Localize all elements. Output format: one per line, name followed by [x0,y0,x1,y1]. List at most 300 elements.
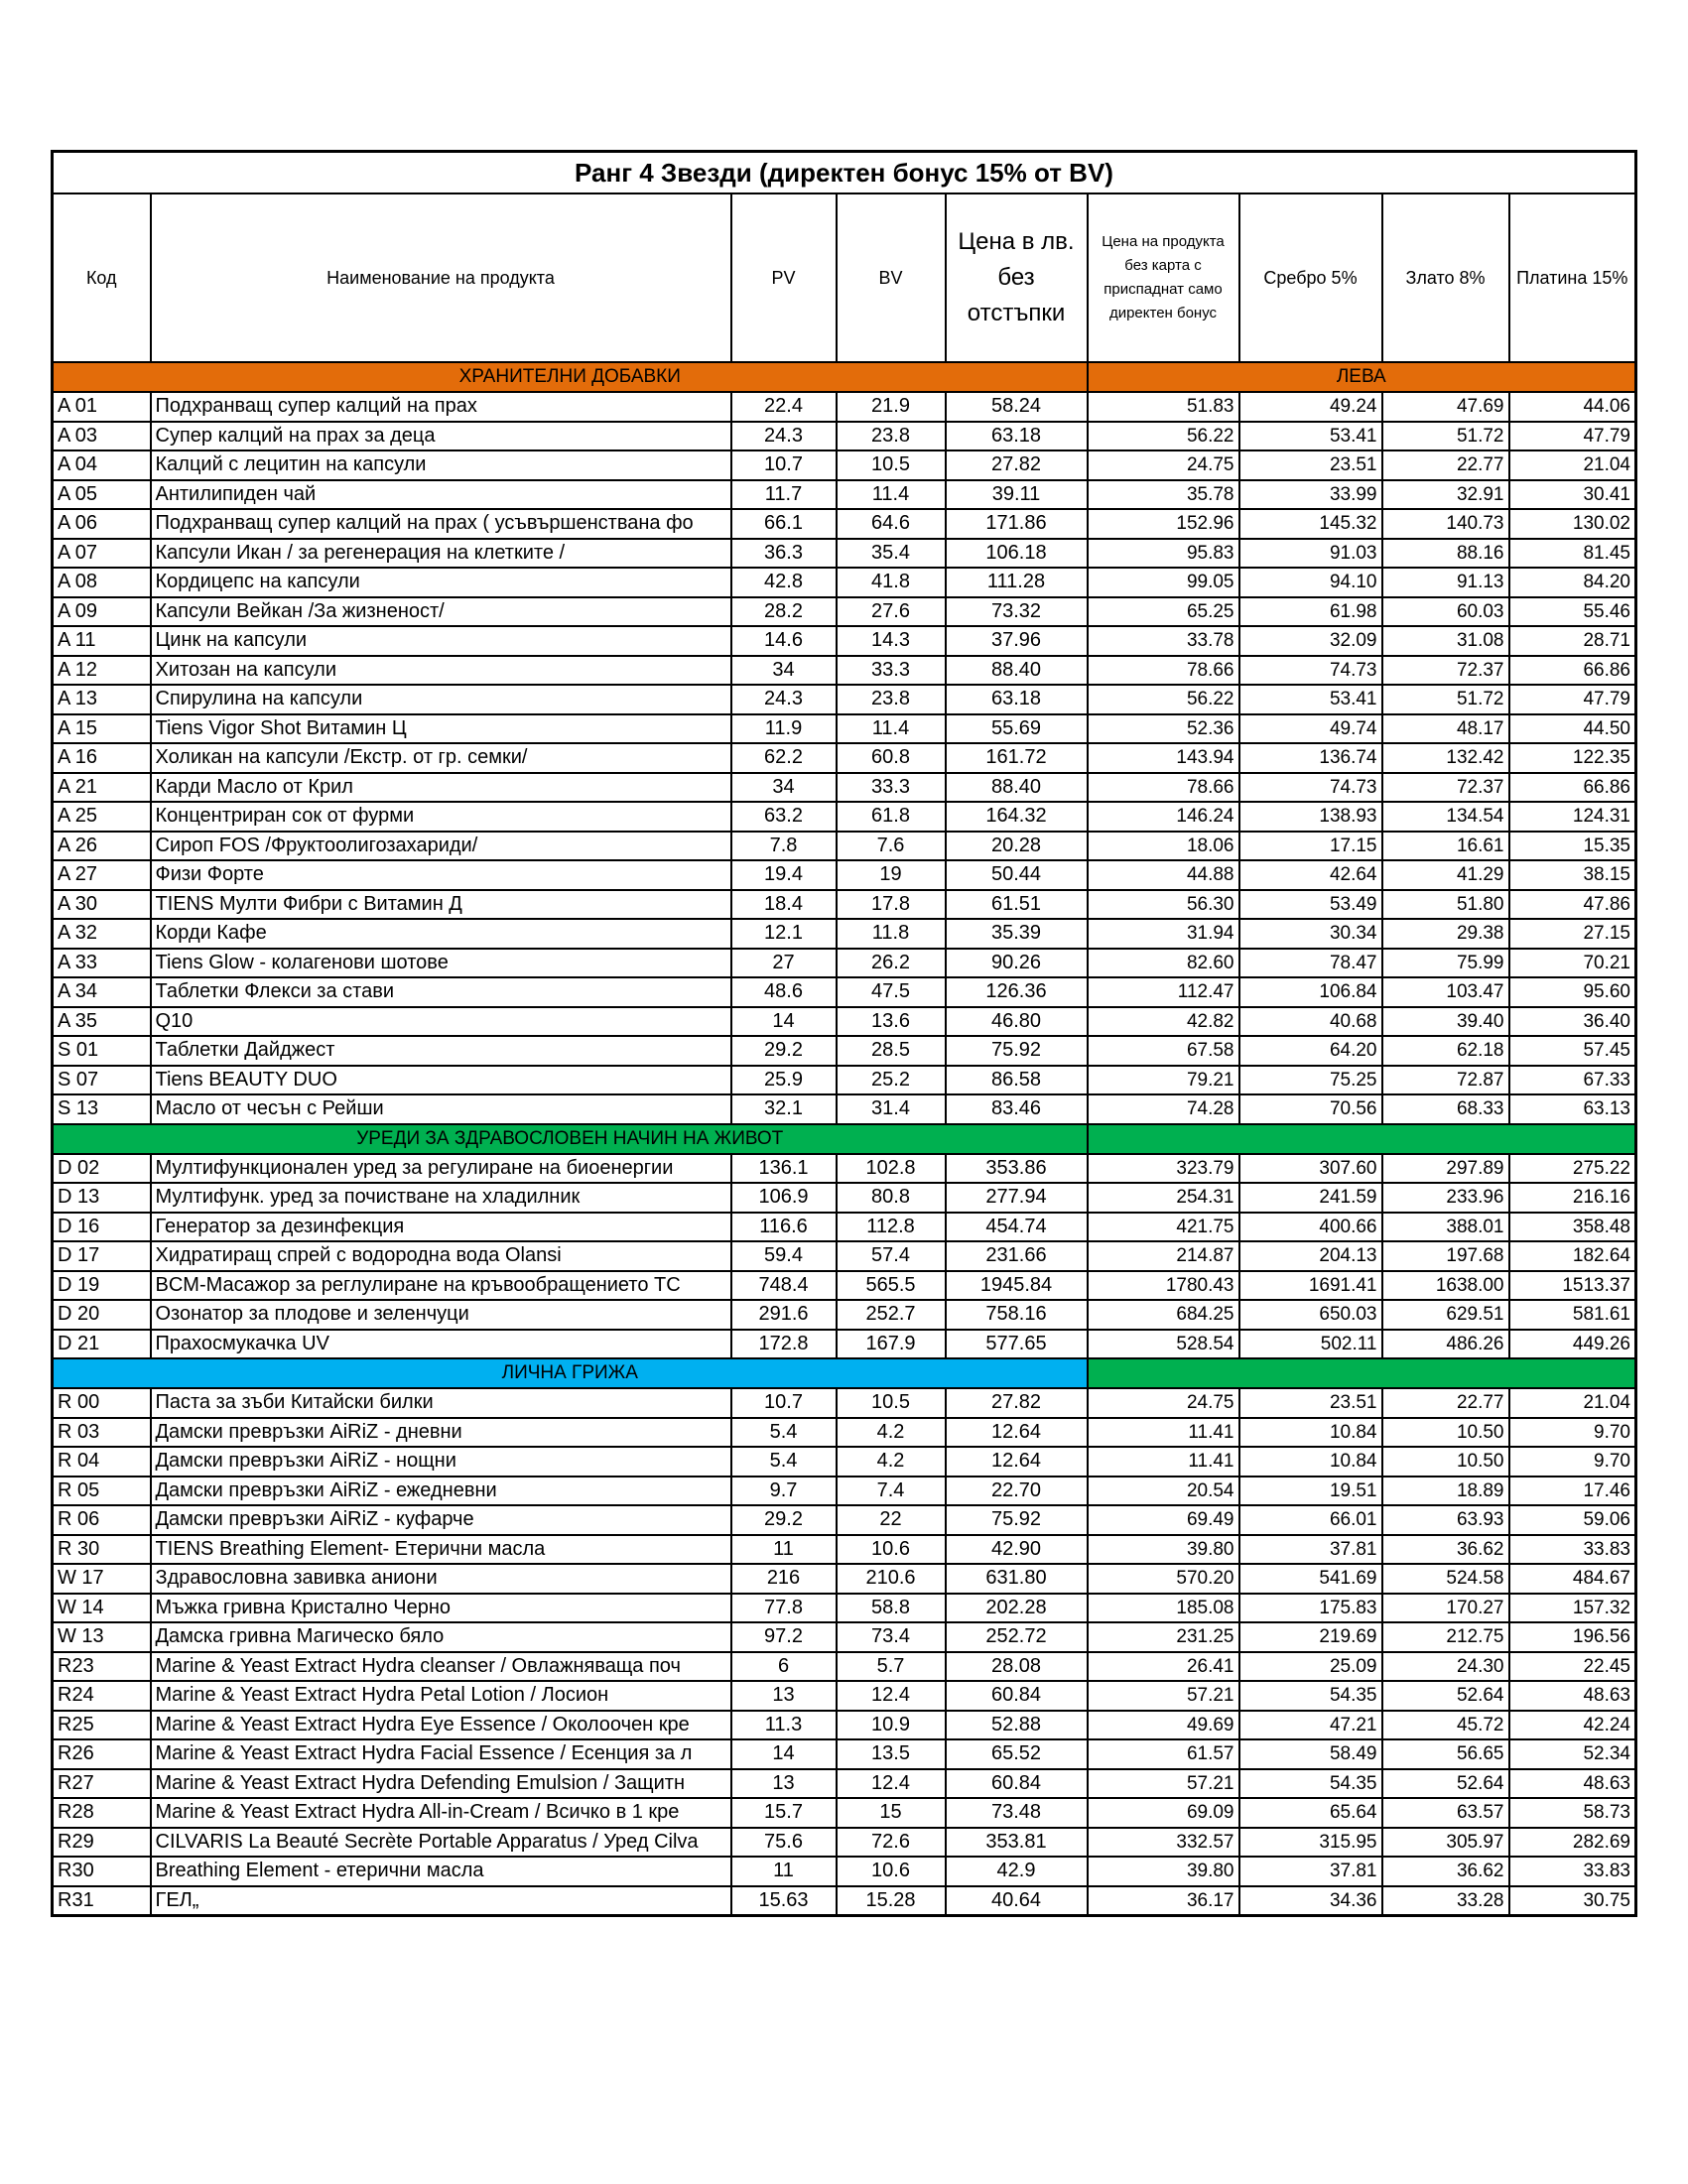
cell-platinum: 95.60 [1509,977,1636,1007]
cell-pv: 12.1 [731,919,837,949]
table-row [53,1798,1636,1828]
cell-gold: 52.64 [1382,1769,1509,1799]
cell-name: Капсули Вейкан /За жизненост/ [151,597,731,627]
cell-silver: 47.21 [1239,1711,1382,1740]
cell-gold: 31.08 [1382,626,1509,656]
cell-code: A 03 [53,422,151,451]
cell-gold: 63.93 [1382,1505,1509,1535]
cell-code: A 06 [53,509,151,539]
cell-pv: 11.9 [731,714,837,744]
cell-silver: 34.36 [1239,1886,1382,1916]
cell-direct: 44.88 [1088,860,1239,890]
cell-price: 202.28 [946,1594,1088,1623]
cell-silver: 175.83 [1239,1594,1382,1623]
cell-silver: 53.41 [1239,685,1382,714]
cell-bv: 26.2 [837,949,946,978]
cell-price: 40.64 [946,1886,1088,1916]
cell-pv: 27 [731,949,837,978]
cell-platinum: 36.40 [1509,1007,1636,1037]
cell-gold: 32.91 [1382,480,1509,510]
cell-direct: 1780.43 [1088,1271,1239,1301]
cell-bv: 13.6 [837,1007,946,1037]
cell-platinum: 38.15 [1509,860,1636,890]
cell-direct: 24.75 [1088,1388,1239,1418]
cell-platinum: 47.86 [1509,890,1636,920]
table-row [53,949,1636,978]
cell-platinum: 30.75 [1509,1886,1636,1916]
cell-name: Marine & Yeast Extract Hydra Defending Emulsion / Защитн [151,1769,731,1799]
cell-pv: 34 [731,773,837,803]
cell-pv: 13 [731,1769,837,1799]
cell-direct: 11.41 [1088,1418,1239,1448]
cell-code: A 01 [53,392,151,422]
cell-price: 61.51 [946,890,1088,920]
cell-direct: 61.57 [1088,1739,1239,1769]
cell-code: R28 [53,1798,151,1828]
cell-gold: 51.72 [1382,685,1509,714]
cell-platinum: 1513.37 [1509,1271,1636,1301]
cell-silver: 53.49 [1239,890,1382,920]
cell-price: 65.52 [946,1739,1088,1769]
cell-pv: 59.4 [731,1241,837,1271]
cell-silver: 61.98 [1239,597,1382,627]
cell-bv: 7.4 [837,1477,946,1506]
cell-silver: 65.64 [1239,1798,1382,1828]
cell-silver: 49.24 [1239,392,1382,422]
cell-name: Breathing Element - етерични масла [151,1857,731,1886]
cell-code: D 20 [53,1300,151,1330]
table-row [53,1154,1636,1184]
cell-gold: 10.50 [1382,1447,1509,1477]
cell-silver: 219.69 [1239,1622,1382,1652]
table-row [53,743,1636,773]
cell-name: Подхранващ супер калций на прах [151,392,731,422]
cell-price: 27.82 [946,450,1088,480]
cell-bv: 10.9 [837,1711,946,1740]
cell-pv: 14.6 [731,626,837,656]
section-header-row [53,1124,1636,1154]
cell-name: Цинк на капсули [151,626,731,656]
cell-name: Концентриран сок от фурми [151,802,731,832]
cell-code: A 15 [53,714,151,744]
cell-gold: 134.54 [1382,802,1509,832]
cell-code: A 07 [53,539,151,569]
cell-silver: 19.51 [1239,1477,1382,1506]
cell-price: 46.80 [946,1007,1088,1037]
cell-name: Кордицепс на капсули [151,568,731,597]
cell-name: Масло от чесън с Рейши [151,1094,731,1124]
cell-gold: 60.03 [1382,597,1509,627]
cell-silver: 37.81 [1239,1857,1382,1886]
table-row [53,480,1636,510]
cell-direct: 52.36 [1088,714,1239,744]
table-row [53,1769,1636,1799]
cell-silver: 30.34 [1239,919,1382,949]
cell-price: 631.80 [946,1564,1088,1594]
cell-bv: 11.8 [837,919,946,949]
table-row [53,597,1636,627]
cell-code: R27 [53,1769,151,1799]
cell-platinum: 58.73 [1509,1798,1636,1828]
cell-price: 86.58 [946,1066,1088,1095]
cell-price: 83.46 [946,1094,1088,1124]
cell-direct: 79.21 [1088,1066,1239,1095]
cell-pv: 24.3 [731,685,837,714]
cell-code: W 13 [53,1622,151,1652]
cell-bv: 210.6 [837,1564,946,1594]
cell-bv: 27.6 [837,597,946,627]
header-bv: BV [837,193,946,362]
cell-price: 75.92 [946,1505,1088,1535]
cell-gold: 36.62 [1382,1535,1509,1565]
cell-silver: 307.60 [1239,1154,1382,1184]
cell-code: A 08 [53,568,151,597]
cell-price: 252.72 [946,1622,1088,1652]
cell-pv: 32.1 [731,1094,837,1124]
cell-silver: 74.73 [1239,656,1382,686]
cell-pv: 5.4 [731,1418,837,1448]
cell-gold: 197.68 [1382,1241,1509,1271]
cell-code: R25 [53,1711,151,1740]
title-row [53,152,1636,194]
cell-platinum: 21.04 [1509,1388,1636,1418]
cell-platinum: 27.15 [1509,919,1636,949]
cell-silver: 204.13 [1239,1241,1382,1271]
cell-price: 35.39 [946,919,1088,949]
table-row [53,1564,1636,1594]
cell-code: R29 [53,1828,151,1858]
cell-code: R23 [53,1652,151,1682]
cell-bv: 10.6 [837,1535,946,1565]
table-row [53,977,1636,1007]
cell-pv: 62.2 [731,743,837,773]
cell-code: A 30 [53,890,151,920]
cell-name: Корди Кафе [151,919,731,949]
cell-code: A 13 [53,685,151,714]
cell-silver: 10.84 [1239,1418,1382,1448]
cell-direct: 95.83 [1088,539,1239,569]
cell-name: Генератор за дезинфекция [151,1213,731,1242]
cell-pv: 75.6 [731,1828,837,1858]
table-row [53,422,1636,451]
cell-gold: 22.77 [1382,1388,1509,1418]
cell-name: Marine & Yeast Extract Hydra Facial Essence / Есенция за л [151,1739,731,1769]
cell-direct: 231.25 [1088,1622,1239,1652]
cell-bv: 41.8 [837,568,946,597]
table-row [53,1213,1636,1242]
cell-price: 20.28 [946,832,1088,861]
cell-platinum: 44.06 [1509,392,1636,422]
header-pv: PV [731,193,837,362]
cell-silver: 33.99 [1239,480,1382,510]
cell-gold: 72.37 [1382,773,1509,803]
cell-bv: 57.4 [837,1241,946,1271]
cell-name: Дамски превръзки AiRiZ - куфарче [151,1505,731,1535]
table-row [53,1681,1636,1711]
cell-silver: 54.35 [1239,1769,1382,1799]
table-row [53,1271,1636,1301]
cell-pv: 18.4 [731,890,837,920]
cell-pv: 48.6 [731,977,837,1007]
cell-code: A 09 [53,597,151,627]
cell-direct: 39.80 [1088,1857,1239,1886]
cell-price: 75.92 [946,1036,1088,1066]
cell-pv: 15.63 [731,1886,837,1916]
cell-platinum: 42.24 [1509,1711,1636,1740]
cell-name: TIENS Breathing Element- Етерични масла [151,1535,731,1565]
cell-direct: 26.41 [1088,1652,1239,1682]
table-row [53,1622,1636,1652]
table-row [53,1535,1636,1565]
cell-direct: 528.54 [1088,1330,1239,1359]
cell-bv: 47.5 [837,977,946,1007]
cell-pv: 63.2 [731,802,837,832]
cell-pv: 28.2 [731,597,837,627]
table-row [53,802,1636,832]
cell-code: R31 [53,1886,151,1916]
cell-name: CILVARIS La Beauté Secrète Portable Apparatus / Уред Cilva [151,1828,731,1858]
cell-pv: 11.3 [731,1711,837,1740]
cell-direct: 78.66 [1088,656,1239,686]
cell-price: 60.84 [946,1681,1088,1711]
cell-code: D 16 [53,1213,151,1242]
table-row [53,773,1636,803]
cell-code: S 13 [53,1094,151,1124]
cell-gold: 36.62 [1382,1857,1509,1886]
cell-silver: 94.10 [1239,568,1382,597]
table-row [53,656,1636,686]
cell-pv: 6 [731,1652,837,1682]
cell-bv: 5.7 [837,1652,946,1682]
cell-name: Супер калций на прах за деца [151,422,731,451]
cell-code: R24 [53,1681,151,1711]
cell-price: 1945.84 [946,1271,1088,1301]
cell-name: Паста за зъби Китайски билки [151,1388,731,1418]
cell-pv: 10.7 [731,1388,837,1418]
cell-name: Здравословна завивка аниони [151,1564,731,1594]
cell-gold: 72.37 [1382,656,1509,686]
cell-silver: 64.20 [1239,1036,1382,1066]
cell-bv: 80.8 [837,1183,946,1213]
cell-silver: 78.47 [1239,949,1382,978]
cell-price: 171.86 [946,509,1088,539]
cell-pv: 106.9 [731,1183,837,1213]
cell-gold: 51.80 [1382,890,1509,920]
cell-bv: 73.4 [837,1622,946,1652]
cell-code: A 26 [53,832,151,861]
cell-gold: 10.50 [1382,1418,1509,1448]
cell-price: 164.32 [946,802,1088,832]
cell-price: 37.96 [946,626,1088,656]
cell-gold: 56.65 [1382,1739,1509,1769]
cell-pv: 22.4 [731,392,837,422]
table-row [53,626,1636,656]
cell-bv: 17.8 [837,890,946,920]
cell-bv: 28.5 [837,1036,946,1066]
cell-gold: 51.72 [1382,422,1509,451]
table-row [53,1300,1636,1330]
cell-platinum: 484.67 [1509,1564,1636,1594]
cell-direct: 56.30 [1088,890,1239,920]
cell-name: Marine & Yeast Extract Hydra Eye Essence / Околоочен кре [151,1711,731,1740]
table-row [53,1094,1636,1124]
cell-silver: 70.56 [1239,1094,1382,1124]
cell-gold: 75.99 [1382,949,1509,978]
cell-direct: 49.69 [1088,1711,1239,1740]
cell-gold: 33.28 [1382,1886,1509,1916]
cell-pv: 97.2 [731,1622,837,1652]
cell-bv: 14.3 [837,626,946,656]
table-row [53,1828,1636,1858]
cell-platinum: 81.45 [1509,539,1636,569]
table-row [53,685,1636,714]
cell-bv: 23.8 [837,685,946,714]
cell-gold: 45.72 [1382,1711,1509,1740]
cell-code: S 01 [53,1036,151,1066]
cell-gold: 233.96 [1382,1183,1509,1213]
cell-direct: 57.21 [1088,1769,1239,1799]
cell-gold: 52.64 [1382,1681,1509,1711]
cell-direct: 65.25 [1088,597,1239,627]
cell-platinum: 48.63 [1509,1681,1636,1711]
cell-pv: 5.4 [731,1447,837,1477]
cell-price: 27.82 [946,1388,1088,1418]
cell-gold: 170.27 [1382,1594,1509,1623]
cell-bv: 167.9 [837,1330,946,1359]
cell-bv: 35.4 [837,539,946,569]
table-row [53,1066,1636,1095]
cell-direct: 33.78 [1088,626,1239,656]
cell-silver: 10.84 [1239,1447,1382,1477]
cell-code: A 12 [53,656,151,686]
cell-silver: 91.03 [1239,539,1382,569]
cell-gold: 486.26 [1382,1330,1509,1359]
cell-bv: 565.5 [837,1271,946,1301]
cell-direct: 146.24 [1088,802,1239,832]
cell-pv: 9.7 [731,1477,837,1506]
cell-name: Дамска гривна Магическо бяло [151,1622,731,1652]
cell-silver: 400.66 [1239,1213,1382,1242]
cell-pv: 10.7 [731,450,837,480]
cell-price: 42.90 [946,1535,1088,1565]
header-row [53,193,1636,362]
cell-platinum: 9.70 [1509,1418,1636,1448]
header-price: Цена в лв. без отстъпки [946,193,1088,362]
table-row [53,1007,1636,1037]
cell-bv: 61.8 [837,802,946,832]
cell-pv: 66.1 [731,509,837,539]
cell-gold: 388.01 [1382,1213,1509,1242]
cell-name: Холикан на капсули /Екстр. от гр. семки/ [151,743,731,773]
cell-gold: 140.73 [1382,509,1509,539]
cell-name: TIENS Мулти Фибри с Витамин Д [151,890,731,920]
cell-gold: 41.29 [1382,860,1509,890]
table-row [53,832,1636,861]
cell-direct: 36.17 [1088,1886,1239,1916]
cell-code: D 19 [53,1271,151,1301]
cell-bv: 10.5 [837,1388,946,1418]
cell-gold: 305.97 [1382,1828,1509,1858]
cell-name: Прахосмукачка UV [151,1330,731,1359]
cell-bv: 15.28 [837,1886,946,1916]
cell-direct: 214.87 [1088,1241,1239,1271]
cell-bv: 7.6 [837,832,946,861]
cell-pv: 7.8 [731,832,837,861]
cell-platinum: 48.63 [1509,1769,1636,1799]
price-table [51,150,1637,1917]
table-title: Ранг 4 Звезди (директен бонус 15% от BV) [53,152,1636,194]
cell-bv: 25.2 [837,1066,946,1095]
cell-platinum: 59.06 [1509,1505,1636,1535]
cell-code: R 00 [53,1388,151,1418]
cell-bv: 33.3 [837,656,946,686]
cell-silver: 74.73 [1239,773,1382,803]
cell-code: D 17 [53,1241,151,1271]
cell-direct: 56.22 [1088,685,1239,714]
cell-platinum: 63.13 [1509,1094,1636,1124]
cell-price: 161.72 [946,743,1088,773]
cell-pv: 42.8 [731,568,837,597]
cell-bv: 31.4 [837,1094,946,1124]
cell-silver: 650.03 [1239,1300,1382,1330]
section-fill [1088,1124,1636,1154]
cell-name: Мултифунк. уред за почистване на хладилник [151,1183,731,1213]
table-row [53,1711,1636,1740]
cell-pv: 13 [731,1681,837,1711]
cell-pv: 29.2 [731,1505,837,1535]
cell-name: Tiens Vigor Shot Витамин Ц [151,714,731,744]
cell-platinum: 28.71 [1509,626,1636,656]
cell-pv: 116.6 [731,1213,837,1242]
cell-code: A 35 [53,1007,151,1037]
cell-bv: 19 [837,860,946,890]
cell-platinum: 55.46 [1509,597,1636,627]
cell-bv: 102.8 [837,1154,946,1184]
table-row [53,714,1636,744]
cell-code: A 32 [53,919,151,949]
cell-silver: 49.74 [1239,714,1382,744]
cell-price: 12.64 [946,1418,1088,1448]
cell-direct: 18.06 [1088,832,1239,861]
cell-code: D 21 [53,1330,151,1359]
header-code: Код [53,193,151,362]
cell-platinum: 196.56 [1509,1622,1636,1652]
cell-code: A 25 [53,802,151,832]
cell-platinum: 449.26 [1509,1330,1636,1359]
cell-name: Калций с лецитин на капсули [151,450,731,480]
cell-price: 58.24 [946,392,1088,422]
cell-code: R 04 [53,1447,151,1477]
header-silver: Сребро 5% [1239,193,1382,362]
cell-direct: 82.60 [1088,949,1239,978]
cell-pv: 216 [731,1564,837,1594]
cell-price: 88.40 [946,773,1088,803]
cell-direct: 152.96 [1088,509,1239,539]
cell-platinum: 581.61 [1509,1300,1636,1330]
cell-platinum: 52.34 [1509,1739,1636,1769]
cell-code: D 02 [53,1154,151,1184]
cell-code: A 16 [53,743,151,773]
cell-platinum: 282.69 [1509,1828,1636,1858]
cell-name: Подхранващ супер калций на прах ( усъвършенствана фо [151,509,731,539]
table-row [53,1241,1636,1271]
header-platinum: Платина 15% [1509,193,1636,362]
cell-direct: 39.80 [1088,1535,1239,1565]
cell-pv: 11.7 [731,480,837,510]
cell-platinum: 9.70 [1509,1447,1636,1477]
cell-name: Хитозан на капсули [151,656,731,686]
cell-name: ГЕЛ„ [151,1886,731,1916]
